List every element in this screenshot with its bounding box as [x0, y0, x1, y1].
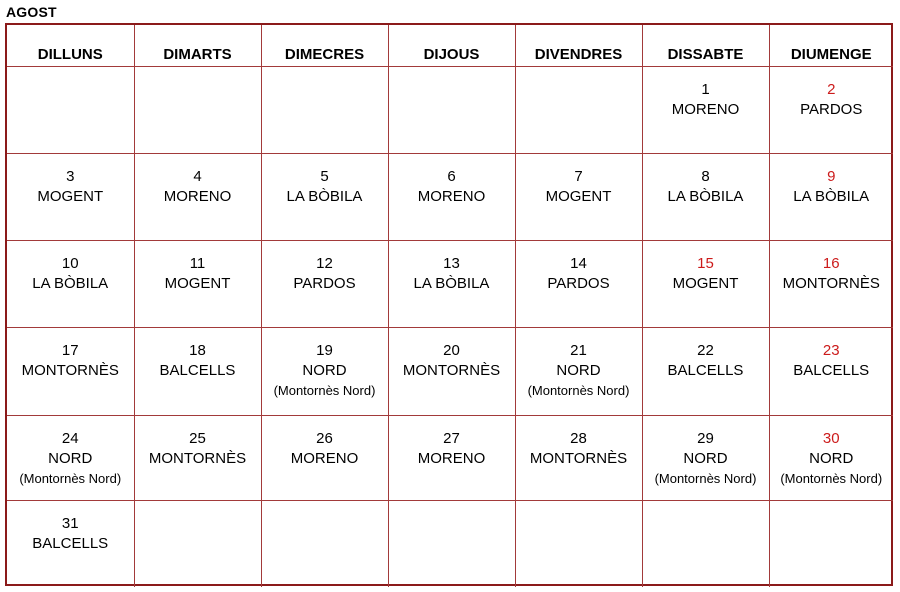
day-number: 29: [697, 429, 714, 447]
day-cell: [134, 153, 261, 240]
day-location: PARDOS: [293, 274, 356, 292]
weekday-header: DIMECRES: [261, 25, 388, 66]
day-cell: [642, 415, 769, 500]
week-row: [7, 240, 893, 327]
day-location: BALCELLS: [667, 361, 744, 379]
day-location-detail: (Montornès Nord): [780, 470, 883, 486]
weekday-header: DILLUNS: [7, 25, 134, 66]
empty-cell: [7, 66, 134, 153]
day-location: MORENO: [417, 187, 486, 205]
day-location: MONTORNÈS: [21, 361, 119, 379]
day-location: LA BÒBILA: [793, 187, 870, 205]
empty-cell: [261, 500, 388, 587]
empty-cell: [515, 500, 642, 587]
day-location: LA BÒBILA: [413, 274, 490, 292]
day-location: BALCELLS: [793, 361, 870, 379]
day-location: NORD: [556, 361, 601, 379]
day-cell: [7, 500, 134, 587]
calendar: [5, 23, 893, 586]
empty-cell: [388, 500, 515, 587]
day-cell: [515, 327, 642, 415]
day-location: MONTORNÈS: [148, 449, 247, 467]
day-number: 25: [189, 429, 206, 447]
day-cell: [515, 240, 642, 327]
day-cell: [134, 327, 261, 415]
day-cell: [261, 240, 388, 327]
day-number: 5: [320, 167, 329, 185]
weekday-header-row: [7, 25, 893, 66]
day-cell: [769, 415, 893, 500]
day-number: 19: [316, 341, 333, 359]
day-location: LA BÒBILA: [667, 187, 744, 205]
week-row: [7, 66, 893, 153]
day-cell: [134, 240, 261, 327]
day-cell: [642, 153, 769, 240]
month-title: AGOST: [6, 4, 57, 20]
day-cell: [388, 240, 515, 327]
day-number: 10: [61, 254, 79, 272]
day-number: 7: [574, 167, 583, 185]
day-location: MORENO: [671, 100, 740, 118]
day-location: NORD: [48, 449, 93, 467]
day-number: 1: [701, 80, 710, 98]
day-number: 9: [827, 167, 836, 185]
day-number: 16: [822, 254, 840, 272]
day-number: 6: [447, 167, 456, 185]
day-cell: [261, 327, 388, 415]
day-number: 31: [61, 514, 79, 532]
day-number: 3: [66, 167, 75, 185]
day-cell: [769, 66, 893, 153]
day-number: 23: [822, 341, 840, 359]
weekday-header: DISSABTE: [642, 25, 769, 66]
day-location: MORENO: [290, 449, 359, 467]
empty-cell: [388, 66, 515, 153]
day-number: 30: [822, 429, 840, 447]
empty-cell: [134, 66, 261, 153]
day-location-detail: (Montornès Nord): [19, 470, 122, 486]
day-location: MOGENT: [672, 274, 739, 292]
day-cell: [388, 153, 515, 240]
day-location-detail: (Montornès Nord): [654, 470, 757, 486]
day-cell: [261, 153, 388, 240]
day-cell: [7, 327, 134, 415]
day-number: 8: [701, 167, 710, 185]
day-location: NORD: [302, 361, 347, 379]
day-number: 28: [570, 429, 587, 447]
day-cell: [7, 415, 134, 500]
day-location: MOGENT: [37, 187, 104, 205]
weekday-header: DIUMENGE: [769, 25, 893, 66]
weekday-header: DIVENDRES: [515, 25, 642, 66]
day-number: 21: [570, 341, 587, 359]
day-cell: [515, 153, 642, 240]
day-cell: [769, 240, 893, 327]
day-cell: [642, 327, 769, 415]
day-cell: [769, 327, 893, 415]
empty-cell: [769, 500, 893, 587]
week-row: [7, 500, 893, 587]
day-number: 17: [61, 341, 79, 359]
day-location-detail: (Montornès Nord): [273, 382, 376, 398]
day-location: MONTORNÈS: [529, 449, 628, 467]
weekday-header: DIJOUS: [388, 25, 515, 66]
day-cell: [134, 415, 261, 500]
day-cell: [642, 240, 769, 327]
day-cell: [7, 153, 134, 240]
day-cell: [388, 327, 515, 415]
day-location: LA BÒBILA: [32, 274, 109, 292]
empty-cell: [642, 500, 769, 587]
calendar-table: [7, 25, 893, 587]
day-number: 2: [827, 80, 836, 98]
empty-cell: [134, 500, 261, 587]
day-location: MOGENT: [164, 274, 231, 292]
day-cell: [769, 153, 893, 240]
day-location: MONTORNÈS: [402, 361, 501, 379]
empty-cell: [261, 66, 388, 153]
day-location: MORENO: [163, 187, 232, 205]
day-number: 11: [189, 254, 206, 272]
calendar-body: [7, 66, 893, 587]
day-location: NORD: [683, 449, 728, 467]
day-location: LA BÒBILA: [286, 187, 363, 205]
day-number: 12: [316, 254, 333, 272]
day-cell: [7, 240, 134, 327]
day-number: 22: [697, 341, 714, 359]
day-number: 13: [443, 254, 460, 272]
weekday-header: DIMARTS: [134, 25, 261, 66]
week-row: [7, 415, 893, 500]
day-number: 26: [316, 429, 333, 447]
day-number: 15: [697, 254, 714, 272]
day-cell: [388, 415, 515, 500]
day-location: BALCELLS: [32, 534, 109, 552]
day-cell: [642, 66, 769, 153]
day-location: PARDOS: [800, 100, 863, 118]
day-number: 24: [61, 429, 79, 447]
day-location: BALCELLS: [159, 361, 236, 379]
day-number: 27: [443, 429, 460, 447]
day-number: 4: [193, 167, 202, 185]
day-number: 20: [443, 341, 460, 359]
day-cell: [261, 415, 388, 500]
day-location-detail: (Montornès Nord): [527, 382, 630, 398]
day-number: 14: [570, 254, 587, 272]
day-location: NORD: [809, 449, 854, 467]
day-location: MONTORNÈS: [782, 274, 880, 292]
day-number: 18: [189, 341, 206, 359]
empty-cell: [515, 66, 642, 153]
day-location: MORENO: [417, 449, 486, 467]
week-row: [7, 153, 893, 240]
week-row: [7, 327, 893, 415]
day-location: PARDOS: [547, 274, 610, 292]
day-cell: [515, 415, 642, 500]
day-location: MOGENT: [545, 187, 612, 205]
